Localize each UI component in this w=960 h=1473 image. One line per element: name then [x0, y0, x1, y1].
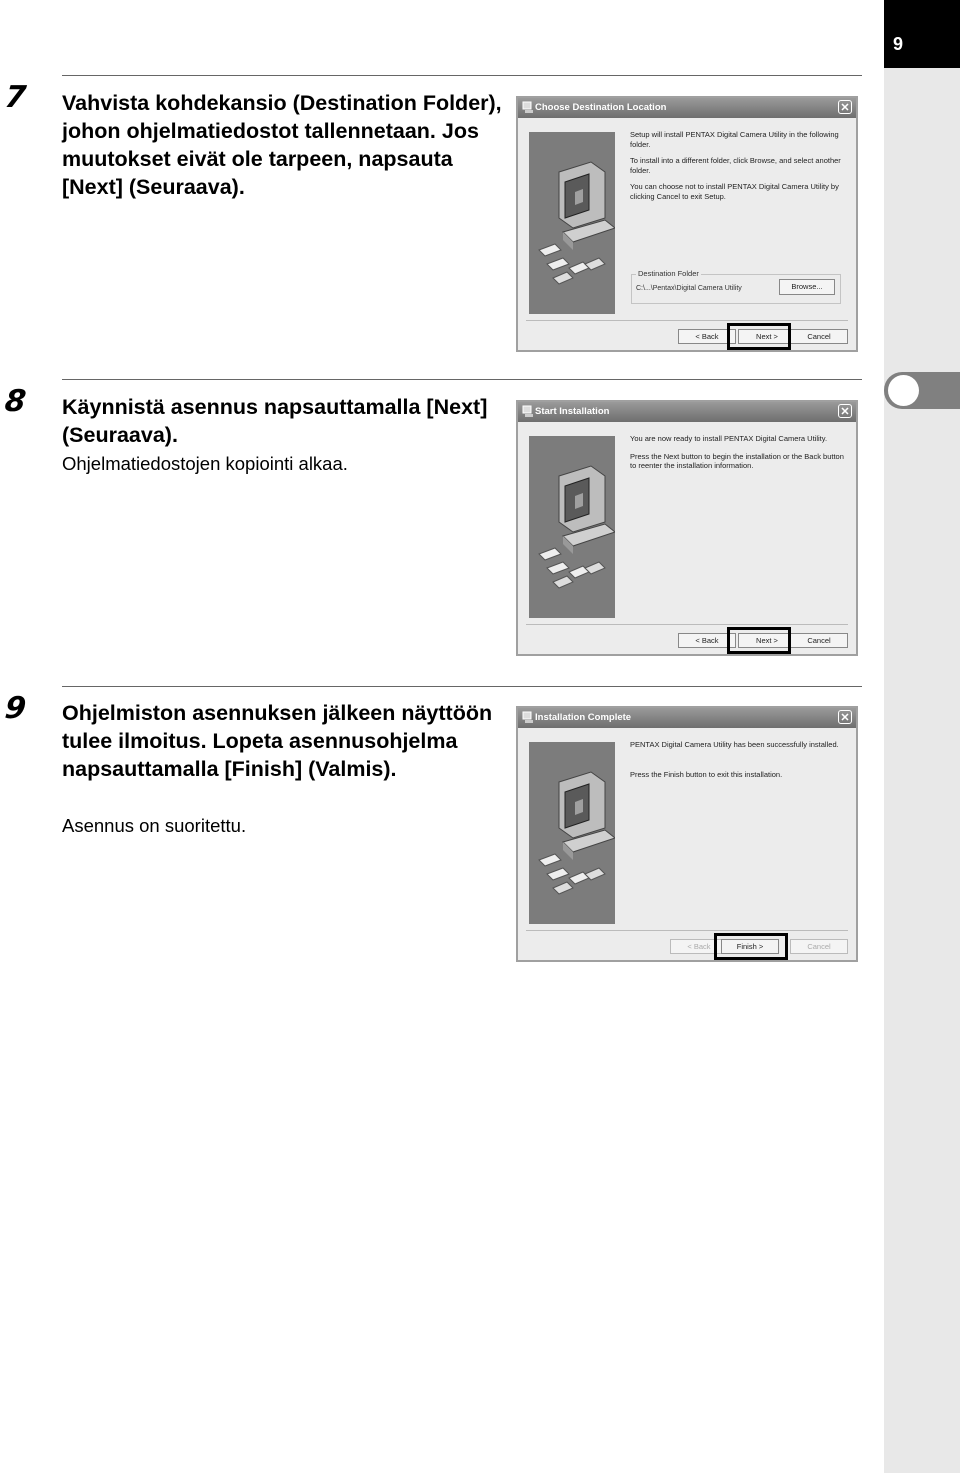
next-button-highlight [727, 627, 791, 654]
destination-folder-label: Destination Folder [638, 269, 699, 278]
next-button[interactable]: Next > [738, 633, 796, 648]
dialog-title: Choose Destination Location [535, 102, 667, 113]
dialog-title-bar [518, 708, 856, 728]
step-number: 7 [3, 80, 28, 115]
finish-button-highlight [714, 933, 788, 960]
installer-side-panel [529, 742, 615, 924]
step-instruction: Käynnistä asennus napsauttamalla [Next] (Seuraava). [62, 395, 488, 447]
dialog-message: You are now ready to install PENTAX Digital Camera Utility. [630, 434, 828, 443]
finish-button[interactable]: Finish > [721, 939, 779, 954]
dialog-separator [526, 930, 848, 931]
installer-side-panel [529, 436, 615, 618]
computer-illustration-icon [529, 132, 615, 314]
dialog-title-bar [518, 402, 856, 422]
dialog-message: Press the Finish button to exit this installation. [630, 769, 783, 779]
destination-folder-group [631, 269, 841, 304]
next-button-highlight [727, 323, 791, 350]
dialog-title: Start Installation [535, 406, 610, 417]
close-button[interactable]: ✕ [838, 710, 852, 724]
dialog-installation-complete [516, 706, 858, 962]
dialog-start-installation [516, 400, 858, 656]
computer-illustration-icon [529, 742, 615, 924]
side-margin-strip [884, 0, 960, 1473]
close-button[interactable]: ✕ [838, 100, 852, 114]
dialog-message: You can choose not to install PENTAX Digital Camera Utility by clicking Cancel to exit Setup. [630, 182, 839, 201]
next-button[interactable]: Next > [738, 329, 796, 344]
close-button[interactable]: ✕ [838, 404, 852, 418]
dialog-message: PENTAX Digital Camera Utility has been successfully installed. [630, 740, 839, 749]
step-divider [62, 75, 862, 76]
dialog-choose-destination [516, 96, 858, 352]
step-instruction: Vahvista kohdekansio (Destination Folder), johon ohjelmatiedostot tallennetaan. Jos muutokset eivät ole tarpeen, napsauta [Next] (Seuraava). [62, 91, 502, 199]
installer-icon [522, 101, 534, 114]
step-number: 8 [3, 384, 28, 419]
step-note: Asennus on suoritettu. [62, 815, 247, 836]
dialog-message: To install into a different folder, click Browse, and select another folder. [630, 156, 841, 175]
cancel-button[interactable]: Cancel [790, 329, 848, 344]
dialog-body [630, 740, 845, 779]
step-number: 9 [3, 691, 28, 726]
installer-icon [522, 405, 534, 418]
dialog-message: Setup will install PENTAX Digital Camera Utility in the following folder. [630, 130, 839, 149]
back-button[interactable]: < Back [678, 329, 736, 344]
destination-folder-path: C:\...\Pentax\Digital Camera Utility [636, 285, 742, 292]
installer-icon [522, 711, 534, 724]
page-number: 9 [893, 34, 904, 54]
dialog-body [630, 130, 845, 201]
dialog-separator [526, 624, 848, 625]
cancel-button[interactable]: Cancel [790, 633, 848, 648]
dialog-separator [526, 320, 848, 321]
step-instruction: Ohjelmiston asennuksen jälkeen näyttöön tulee ilmoitus. Lopeta asennusohjelma napsauttamalla [Finish] (Valmis). [62, 701, 493, 781]
dialog-title-bar [518, 98, 856, 118]
step-note: Ohjelmatiedostojen kopiointi alkaa. [62, 453, 348, 474]
dialog-body [630, 434, 845, 471]
dialog-title: Installation Complete [535, 712, 632, 723]
step-divider [62, 379, 862, 380]
back-button[interactable]: < Back [678, 633, 736, 648]
back-button: < Back [670, 939, 728, 954]
installer-side-panel [529, 132, 615, 314]
chapter-tab-marker [888, 375, 919, 406]
computer-illustration-icon [529, 436, 615, 618]
cancel-button: Cancel [790, 939, 848, 954]
step-divider [62, 686, 862, 687]
browse-button[interactable]: Browse... [779, 279, 835, 295]
dialog-message: Press the Next button to begin the installation or the Back button to reenter the installation information. [630, 451, 844, 470]
